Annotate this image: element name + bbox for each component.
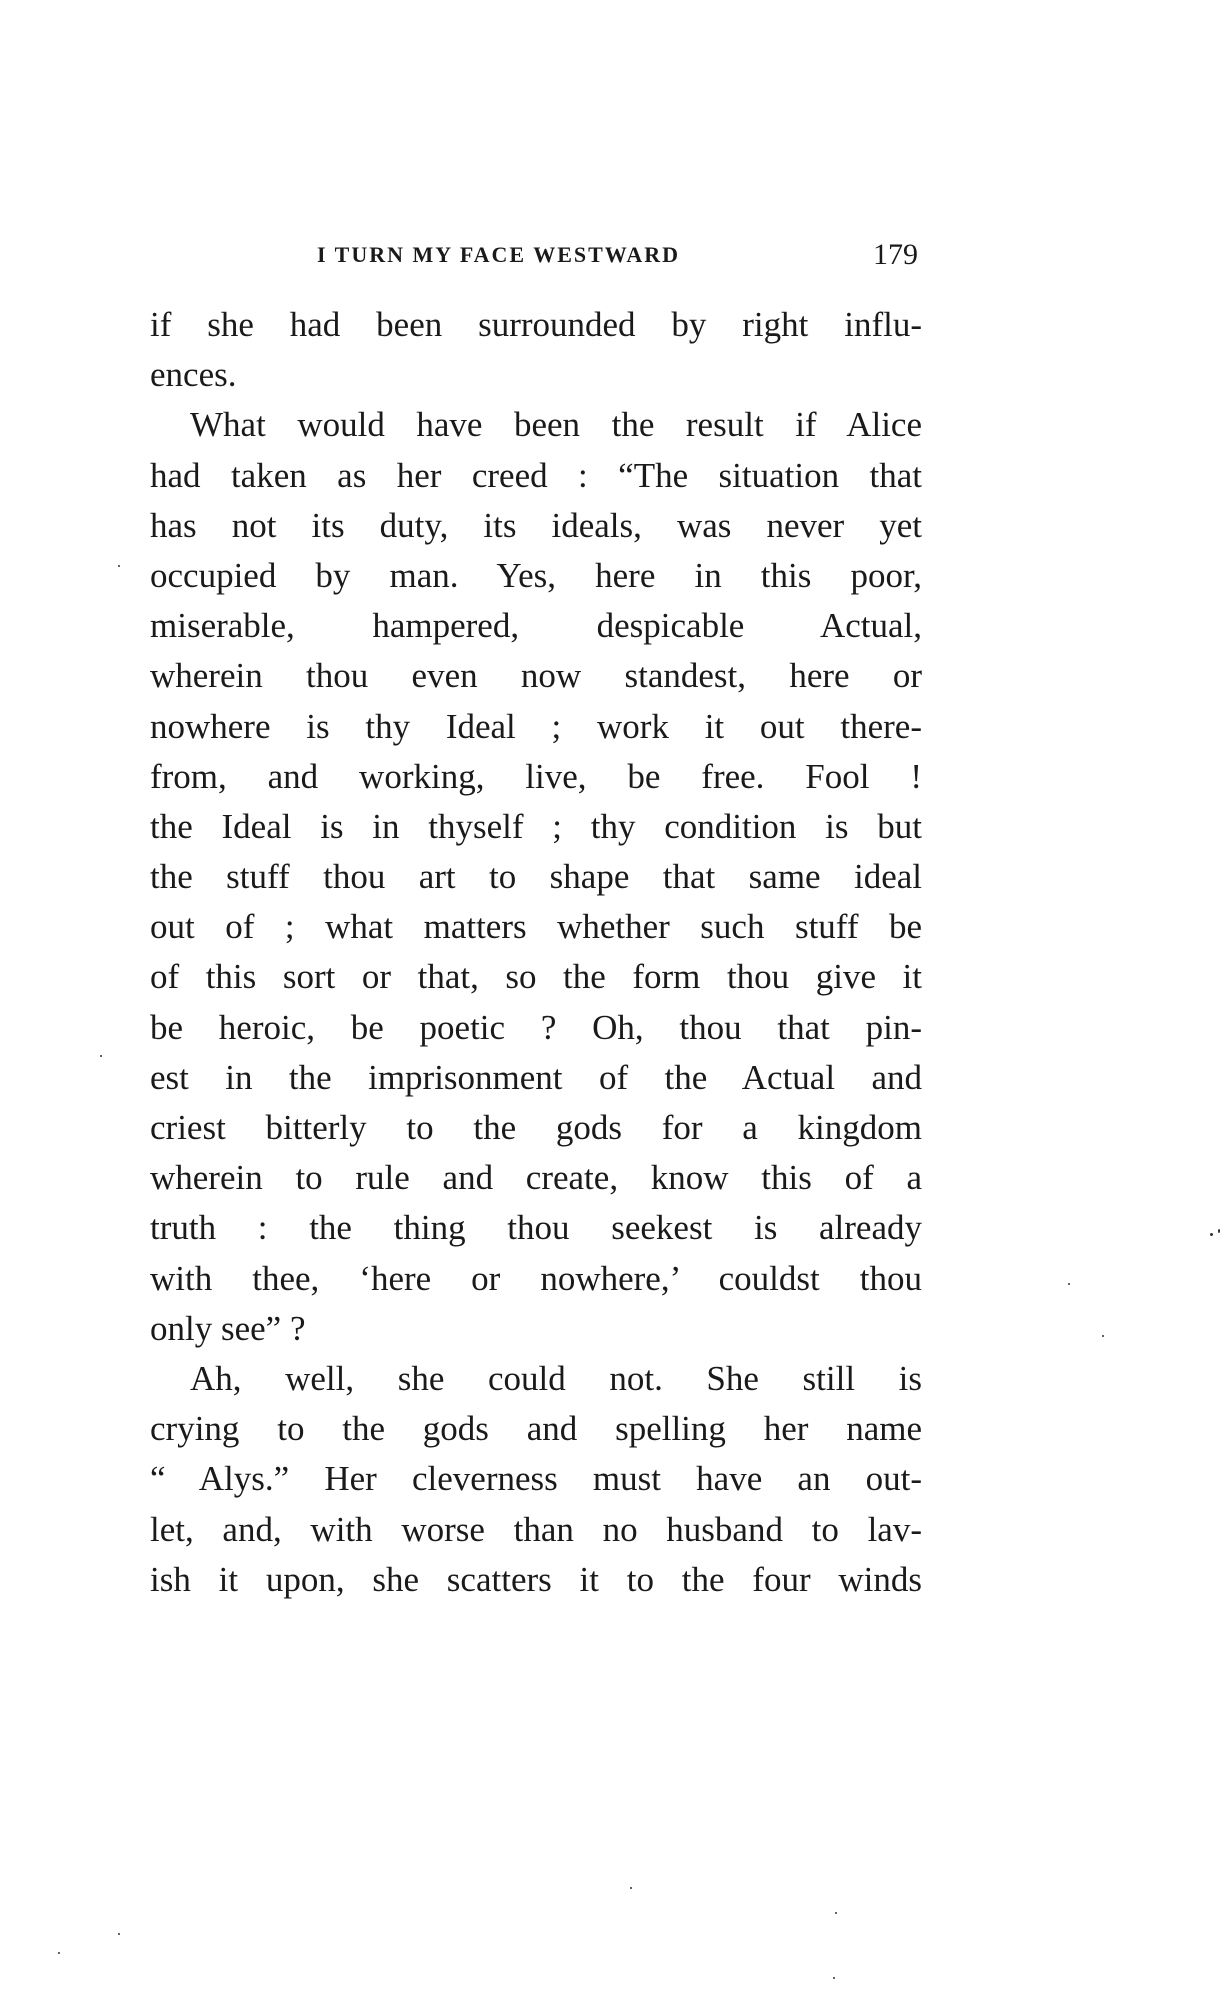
text-line: truth : the thing thou seekest is already — [150, 1208, 922, 1248]
text-line: with thee, ‘here or nowhere,’ couldst thou — [150, 1258, 922, 1298]
scan-speck — [58, 1952, 60, 1954]
text-line: est in the imprisonment of the Actual and — [150, 1057, 922, 1097]
text-line: criest bitterly to the gods for a kingdom — [150, 1108, 922, 1147]
text-line: the Ideal is in thyself ; thy condition is but — [150, 806, 922, 846]
text-line: wherein thou even now standest, here or — [150, 656, 922, 696]
text-line: from, and working, live, be free. Fool ! — [150, 756, 922, 796]
scan-speck — [630, 1887, 632, 1889]
text-line: out of ; what matters whether such stuff be — [150, 907, 922, 947]
text-line: “ Alys.” Her cleverness must have an out- — [150, 1459, 922, 1499]
scan-speck — [1210, 1233, 1213, 1236]
scan-speck — [118, 565, 120, 567]
scan-speck — [1068, 1283, 1070, 1285]
running-title: I TURN MY FACE WESTWARD — [317, 242, 681, 267]
text-line: occupied by man. Yes, here in this poor, — [150, 555, 922, 595]
scan-speck — [118, 1933, 120, 1935]
scan-speck — [1102, 1335, 1104, 1337]
text-line: nowhere is thy Ideal ; work it out there- — [150, 706, 922, 746]
text-line: Ah, well, she could not. She still is — [190, 1358, 922, 1398]
text-line: What would have been the result if Alice — [190, 405, 922, 445]
scan-speck — [833, 1977, 835, 1979]
text-line: let, and, with worse than no husband to lav- — [150, 1509, 922, 1549]
text-line: of this sort or that, so the form thou give it — [150, 957, 922, 997]
text-line: if she had been surrounded by right influ- — [150, 305, 922, 344]
scan-speck — [1218, 1229, 1220, 1233]
scan-speck — [835, 1912, 837, 1914]
text-line: has not its duty, its ideals, was never yet — [150, 505, 922, 545]
page-number: 179 — [873, 238, 918, 271]
scan-speck — [100, 1055, 102, 1057]
text-line: miserable, hampered, despicable Actual, — [150, 606, 922, 646]
body-text — [150, 300, 922, 1605]
text-line: had taken as her creed : “The situation that — [150, 455, 922, 495]
running-head — [150, 238, 922, 278]
text-line: crying to the gods and spelling her name — [150, 1409, 922, 1449]
text-line: be heroic, be poetic ? Oh, thou that pin- — [150, 1007, 922, 1047]
text-line: only see” ? — [150, 1308, 306, 1348]
text-line: ish it upon, she scatters it to the four winds — [150, 1559, 922, 1599]
text-line: the stuff thou art to shape that same ideal — [150, 857, 922, 897]
text-line: ences. — [150, 355, 237, 395]
text-line: wherein to rule and create, know this of a — [150, 1158, 922, 1198]
